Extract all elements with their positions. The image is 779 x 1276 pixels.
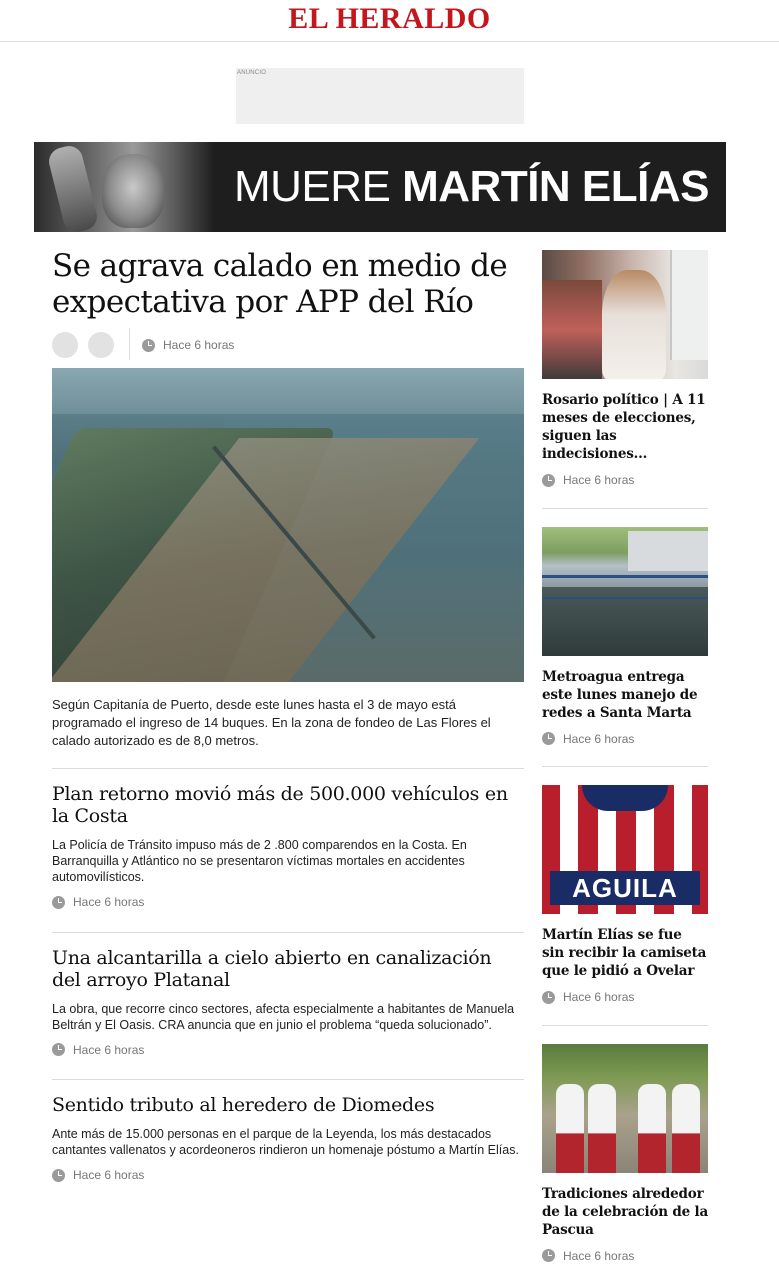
clock-icon [52,1043,65,1056]
photo-altar-server [588,1084,616,1173]
sidebar-image[interactable] [542,250,708,379]
banner-headline-bold: MARTÍN ELÍAS [402,162,710,211]
ad-slot[interactable] [236,68,524,124]
story-timestamp [52,1043,144,1057]
banner-headline-light: MUERE [234,162,403,211]
photo-railing [542,575,708,578]
banner-photo-arm [46,143,100,232]
clock-icon [542,732,555,745]
meta-divider [129,328,130,360]
story-headline[interactable]: Sentido tributo al heredero de Diomedes [52,1094,435,1116]
shirt-sponsor-text: AGUILA [550,871,700,905]
photo-screen [670,250,708,360]
lead-meta [52,332,524,362]
lead-time-text: Hace 6 horas [163,338,235,352]
site-logo[interactable]: EL HERALDO [288,2,491,35]
clock-icon [542,991,555,1004]
sidebar-item [542,527,708,768]
sidebar [542,250,708,1276]
story-item [52,768,524,914]
lead-image[interactable] [52,368,524,682]
clock-icon [542,1249,555,1262]
clock-icon [52,1169,65,1182]
story-time-text: Hace 6 horas [73,895,145,909]
sidebar-item [542,785,708,1026]
main-column [52,244,524,1187]
sidebar-timestamp [542,990,634,1004]
sidebar-time-text: Hace 6 horas [563,990,635,1004]
banner-headline [234,162,709,212]
banner-photo [34,142,214,232]
story-summary: La obra, que recorre cinco sectores, afecta especialmente a habitantes de Manuela Beltrán y El Oasis. CRA anuncia que en junio el problema “queda solucionado”. [52,1001,515,1032]
story-headline[interactable]: Plan retorno movió más de 500.000 vehículos en la Costa [52,783,508,827]
site-header [0,0,779,42]
story-headline[interactable]: Una alcantarilla a cielo abierto en canalización del arroyo Platanal [52,946,492,991]
lead-image-sky [52,368,524,414]
sidebar-headline[interactable]: Tradiciones alrededor de la celebración de la Pascua [542,1185,709,1238]
photo-altar-server [556,1084,584,1173]
story-time-text: Hace 6 horas [73,1168,145,1182]
photo-building [628,531,708,571]
banner-photo-face [102,154,164,228]
lead-timestamp [142,338,234,352]
shirt-collar [582,785,668,811]
sidebar-time-text: Hace 6 horas [563,731,635,746]
sidebar-image[interactable] [542,527,708,656]
ad-label: ANUNCIO [237,70,267,76]
lead-summary: Según Capitanía de Puerto, desde este lunes hasta el 3 de mayo está programado el ingreso de 14 buques. En la zona de fondeo de Las Flores el calado autorizado es de 8,0 metros. [52,697,491,748]
clock-icon [142,339,155,352]
sidebar-timestamp [542,732,634,746]
clock-icon [52,896,65,909]
story-item [52,932,524,1062]
story-timestamp [52,895,144,909]
story-summary: Ante más de 15.000 personas en el parque de la Leyenda, los más destacados cantantes vallenatos y acordeoneros rindieron un homenaje póstumo a Martín Elías. [52,1127,519,1157]
story-summary: La Policía de Tránsito impuso más de 2 .800 comparendos en la Costa. En Barranquilla y Atlántico no se presentaron víctimas mortales en accidentes automovilísticos. [52,838,467,884]
lead-headline[interactable]: Se agrava calado en medio de expectativa por APP del Río [52,248,508,320]
sidebar-time-text: Hace 6 horas [563,1248,635,1263]
story-timestamp [52,1168,144,1182]
photo-speaker [602,270,666,379]
sidebar-timestamp [542,473,634,487]
sidebar-image[interactable] [542,785,708,914]
story-time-text: Hace 6 horas [73,1042,145,1057]
sidebar-item [542,1044,708,1276]
sidebar-headline[interactable]: Rosario político | A 11 meses de elecciones, siguen las indecisiones... [542,392,706,462]
photo-altar-server [638,1084,666,1173]
share-icon[interactable] [52,332,78,358]
photo-railing [542,597,708,599]
sidebar-headline[interactable]: Metroagua entrega este lunes manejo de redes a Santa Marta [542,668,698,721]
photo-crowd [542,280,602,379]
clock-icon [542,474,555,487]
sidebar-image[interactable] [542,1044,708,1173]
share-icon[interactable] [88,332,114,358]
photo-altar-server [672,1084,700,1173]
sidebar-time-text: Hace 6 horas [563,473,635,487]
sidebar-item [542,250,708,509]
sidebar-timestamp [542,1249,634,1263]
breaking-news-banner[interactable] [34,142,726,232]
story-item [52,1079,524,1187]
sidebar-headline[interactable]: Martín Elías se fue sin recibir la camiseta que le pidió a Ovelar [542,927,707,979]
